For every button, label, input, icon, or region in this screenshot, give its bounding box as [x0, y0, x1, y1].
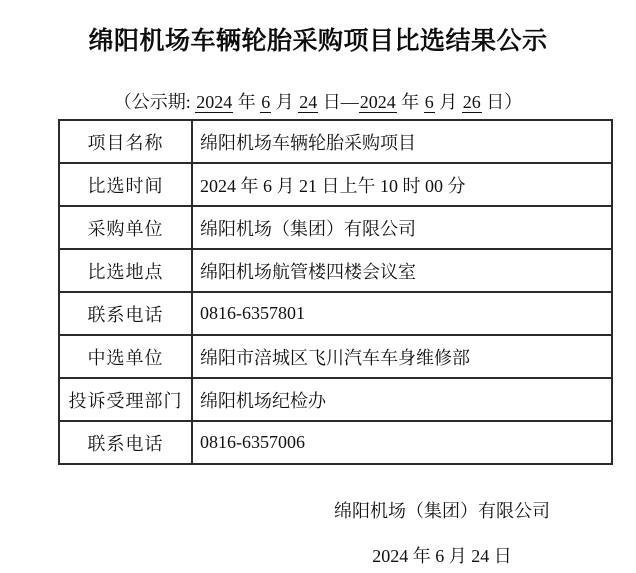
row-label: 采购单位 [59, 206, 192, 249]
period-text-run: 月 [271, 92, 299, 112]
table-row [59, 206, 612, 249]
footer-issuer: 绵阳机场（集团）有限公司 [334, 501, 550, 521]
row-label: 比选时间 [59, 163, 192, 206]
footer-signature-block [333, 501, 551, 567]
period-text-run: 日— [318, 92, 359, 112]
period-text-run: 月 [434, 92, 462, 112]
table-row [59, 120, 612, 163]
period-date-underlined: 2024 [196, 92, 233, 112]
row-label: 投诉受理部门 [59, 378, 192, 421]
notice-period-line [0, 90, 636, 114]
row-value: 绵阳机场车辆轮胎采购项目 [192, 120, 612, 163]
results-table-body [59, 120, 612, 464]
row-value: 绵阳机场航管楼四楼会议室 [192, 249, 612, 292]
period-date-underlined: 24 [299, 92, 318, 112]
row-label: 项目名称 [59, 120, 192, 163]
period-date-underlined: 2024 [359, 92, 396, 112]
period-text-run: 日） [481, 92, 523, 112]
period-text-run: （公示期: [113, 92, 196, 112]
period-date-underlined: 6 [261, 92, 271, 112]
period-date-underlined: 26 [462, 92, 481, 112]
row-label: 中选单位 [59, 335, 192, 378]
row-value: 0816-6357006 [192, 421, 612, 464]
table-row [59, 163, 612, 206]
row-value: 绵阳市涪城区飞川汽车车身维修部 [192, 335, 612, 378]
table-row [59, 335, 612, 378]
period-text-run: 年 [396, 92, 424, 112]
table-row [59, 421, 612, 464]
footer-date: 2024 年 6 月 24 日 [372, 546, 512, 566]
row-label: 联系电话 [59, 292, 192, 335]
row-label: 联系电话 [59, 421, 192, 464]
period-text-run: 年 [233, 92, 261, 112]
table-row [59, 378, 612, 421]
period-date-underlined: 6 [424, 92, 434, 112]
page-title: 绵阳机场车辆轮胎采购项目比选结果公示 [88, 27, 548, 55]
row-value: 0816-6357801 [192, 292, 612, 335]
table-row [59, 249, 612, 292]
row-label: 比选地点 [59, 249, 192, 292]
row-value: 绵阳机场（集团）有限公司 [192, 206, 612, 249]
row-value: 绵阳机场纪检办 [192, 378, 612, 421]
table-row [59, 292, 612, 335]
row-value: 2024 年 6 月 21 日上午 10 时 00 分 [192, 163, 612, 206]
results-table [58, 119, 613, 465]
